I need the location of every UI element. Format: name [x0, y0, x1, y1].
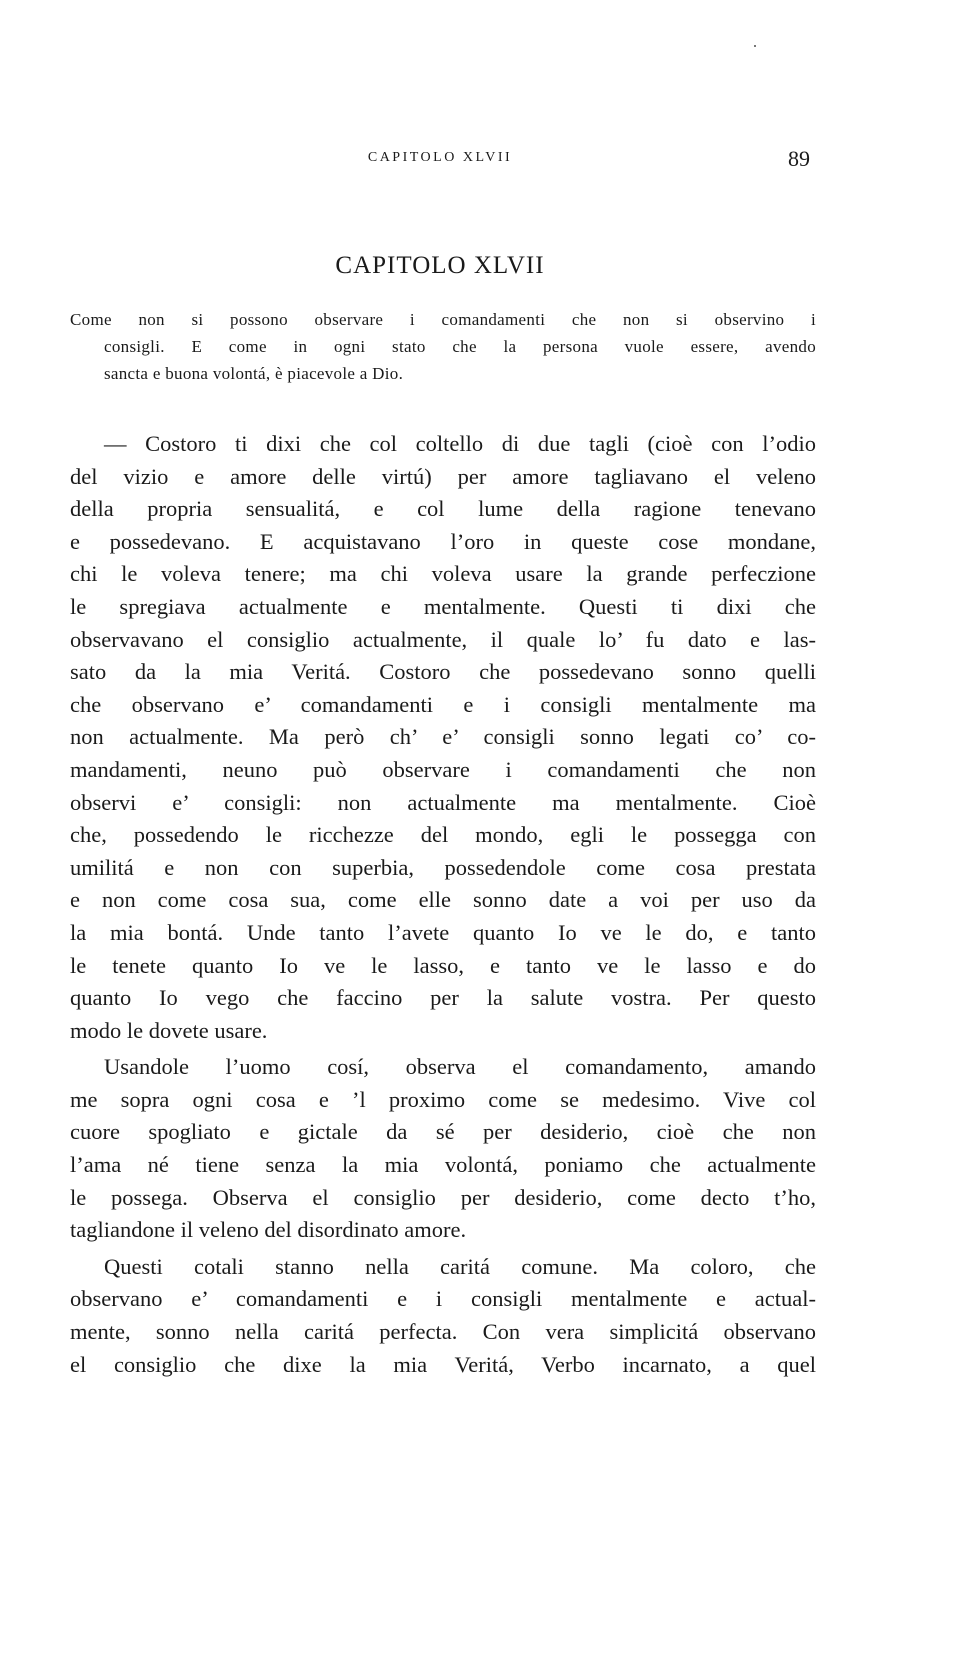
text-line: — Costoro ti dixi che col coltello di due tagli (cioè con l’odio	[104, 431, 816, 456]
text-line: observavano el consiglio actualmente, il quale lo’ fu dato e las-	[70, 626, 816, 652]
running-head	[70, 146, 810, 176]
text-line: della propria sensualitá, e col lume della ragione tenevano	[70, 496, 816, 522]
text-line: mandamenti, neuno può observare i comandamenti che non	[70, 756, 816, 782]
text-line: l’ama né tiene senza la mia volontá, poniamo che actualmente	[70, 1152, 816, 1178]
text-line: observi e’ consigli: non actualmente ma mentalmente. Cioè	[70, 789, 816, 815]
text-line: Usandole l’uomo cosí, observa el comandamento, amando	[104, 1054, 816, 1080]
paragraph	[70, 428, 816, 1047]
summary-line: sancta e buona volontá, è piacevole a Dio.	[104, 364, 404, 383]
text-line: e non come cosa sua, come elle sonno date a voi per uso da	[70, 887, 816, 913]
text-line: che, possedendo le ricchezze del mondo, egli le possegga con	[70, 822, 816, 848]
text-line: del vizio e amore delle virtú) per amore tagliavano el veleno	[70, 463, 816, 489]
text-line: che observano e’ comandamenti e i consigli mentalmente ma	[70, 691, 816, 717]
text-line: cuore spogliato e gictale da sé per desiderio, cioè che non	[70, 1119, 816, 1145]
text-line: e possedevano. E acquistavano l’oro in queste cose mondane,	[70, 528, 816, 554]
running-head-title: CAPITOLO XLVII	[367, 150, 513, 165]
paragraph	[70, 1251, 816, 1381]
text-line: me sopra ogni cosa e ’l proximo come se medesimo. Vive col	[70, 1086, 816, 1112]
chapter-title: CAPITOLO XLVII	[335, 252, 545, 279]
text-line: modo le dovete usare.	[70, 1017, 268, 1043]
text-line: le spregiava actualmente e mentalmente. Questi ti dixi che	[70, 593, 816, 619]
text-line: quanto Io vego che faccino per la salute vostra. Per questo	[70, 985, 816, 1011]
chapter-summary	[70, 306, 816, 387]
text-line: mente, sonno nella caritá perfecta. Con vera simplicitá observano	[70, 1319, 816, 1345]
text-line: observano e’ comandamenti e i consigli mentalmente e actual-	[70, 1286, 816, 1312]
text-line: non actualmente. Ma però ch’ e’ consigli sonno legati co’ co-	[70, 724, 816, 750]
text-line: le possega. Observa el consiglio per desiderio, come decto t’ho,	[70, 1184, 816, 1210]
body-text	[70, 428, 816, 1385]
ink-speck	[754, 45, 756, 47]
text-line: le tenete quanto Io ve le lasso, e tanto ve le lasso e do	[70, 952, 816, 978]
text-line: sato da la mia Veritá. Costoro che possedevano sonno quelli	[70, 659, 816, 685]
text-line: Questi cotali stanno nella caritá comune. Ma coloro, che	[104, 1253, 816, 1279]
text-line: el consiglio che dixe la mia Veritá, Verbo incarnato, a quel	[70, 1351, 816, 1377]
paragraph	[70, 1051, 816, 1247]
page-number: 89	[788, 146, 810, 171]
summary-line: Come non si possono observare i comandamenti che non si observino i	[70, 310, 816, 329]
text-line: chi le voleva tenere; ma chi voleva usare la grande perfeczione	[70, 561, 816, 587]
summary-line: consigli. E come in ogni stato che la persona vuole essere, avendo	[104, 337, 816, 356]
text-line: umilitá e non con superbia, possedendole come cosa prestata	[70, 854, 816, 880]
text-line: tagliandone il veleno del disordinato amore.	[70, 1217, 467, 1243]
text-line: la mia bontá. Unde tanto l’avete quanto Io ve le do, e tanto	[70, 919, 816, 945]
